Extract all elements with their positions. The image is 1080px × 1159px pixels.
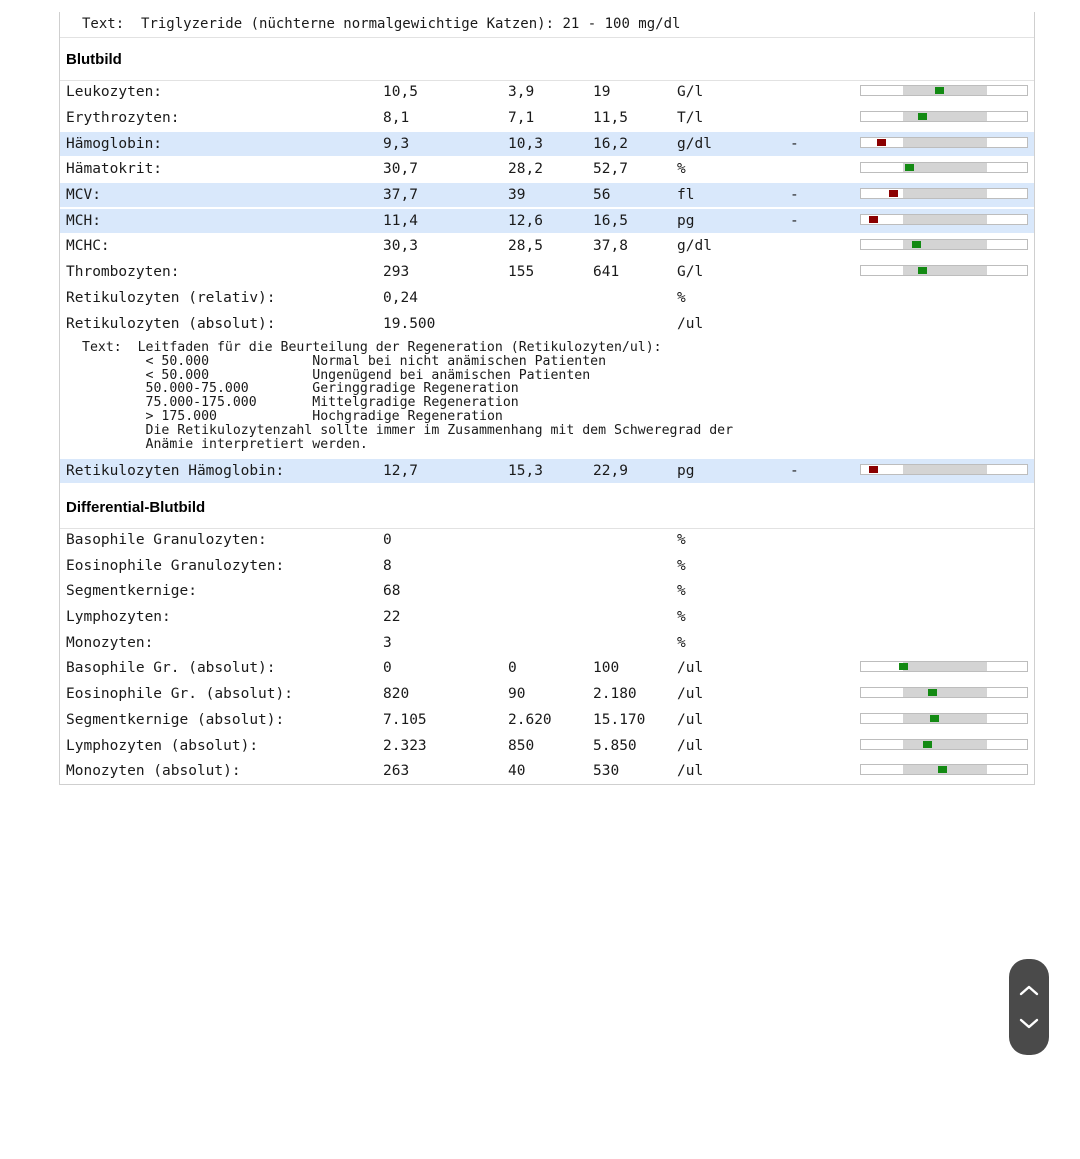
result-value: 0 <box>383 660 392 676</box>
triglyceride-note <box>82 14 680 36</box>
parameter-name: Eosinophile Granulozyten: <box>66 558 285 574</box>
note-lines <box>82 354 606 424</box>
reference-range-fill <box>903 688 987 697</box>
reference-max: 2.180 <box>593 686 637 702</box>
reference-range-bar <box>860 464 1028 475</box>
note-label: Text: <box>82 16 125 32</box>
result-marker <box>869 216 878 223</box>
parameter-name: Hämoglobin: <box>66 136 163 152</box>
unit: T/l <box>677 110 704 126</box>
reference-max: 641 <box>593 264 620 280</box>
parameter-name: Thrombozyten: <box>66 264 180 280</box>
reference-range-bar <box>860 137 1028 148</box>
reference-range-fill <box>903 465 987 474</box>
table-row <box>60 631 1034 655</box>
result-marker <box>869 466 878 473</box>
reference-min: 40 <box>508 763 526 779</box>
parameter-name: Segmentkernige (absolut): <box>66 712 285 728</box>
section-title-blutbild: Blutbild <box>66 51 122 68</box>
reference-range-fill <box>903 266 987 275</box>
parameter-name: Eosinophile Gr. (absolut): <box>66 686 293 702</box>
reference-max: 52,7 <box>593 161 628 177</box>
deviation-flag: - <box>790 136 799 152</box>
reference-max: 16,2 <box>593 136 628 152</box>
result-value: 10,5 <box>383 84 418 100</box>
reference-range-bar <box>860 162 1028 173</box>
reference-max: 16,5 <box>593 213 628 229</box>
table-row <box>60 286 1034 310</box>
table-row <box>60 459 1034 483</box>
reference-range-bar <box>860 713 1028 724</box>
result-value: 0 <box>383 532 392 548</box>
unit: /ul <box>677 738 704 754</box>
table-row <box>60 132 1034 156</box>
unit: /ul <box>677 660 704 676</box>
parameter-name: Lymphozyten (absolut): <box>66 738 259 754</box>
guide-description: Hochgradige Regeneration <box>312 408 503 424</box>
unit: pg <box>677 463 695 479</box>
reference-max: 56 <box>593 187 611 203</box>
result-value: 11,4 <box>383 213 418 229</box>
reference-range-fill <box>903 138 987 147</box>
guide-range: 75.000-175.000 <box>145 395 257 411</box>
parameter-name: Leukozyten: <box>66 84 163 100</box>
reference-max: 530 <box>593 763 620 779</box>
guide-line <box>82 354 606 369</box>
deviation-flag: - <box>790 213 799 229</box>
result-value: 37,7 <box>383 187 418 203</box>
result-value: 9,3 <box>383 136 410 152</box>
parameter-name: Monozyten: <box>66 635 154 651</box>
reference-min: 0 <box>508 660 517 676</box>
unit: % <box>677 635 686 651</box>
table-row <box>60 234 1034 258</box>
table-row <box>60 708 1034 732</box>
reference-max: 5.850 <box>593 738 637 754</box>
result-marker <box>877 139 886 146</box>
reference-range-bar <box>860 239 1028 250</box>
parameter-name: Retikulozyten (absolut): <box>66 316 276 332</box>
guide-range: 50.000-75.000 <box>145 381 249 397</box>
reference-range-bar <box>860 687 1028 698</box>
result-marker <box>905 164 914 171</box>
result-value: 3 <box>383 635 392 651</box>
result-value: 820 <box>383 686 410 702</box>
guide-line <box>82 381 519 396</box>
table-row <box>60 554 1034 578</box>
unit: % <box>677 290 686 306</box>
result-value: 68 <box>383 583 401 599</box>
reference-min: 850 <box>508 738 535 754</box>
parameter-name: MCHC: <box>66 238 110 254</box>
result-marker <box>918 113 927 120</box>
parameter-name: Retikulozyten (relativ): <box>66 290 276 306</box>
reference-min: 3,9 <box>508 84 535 100</box>
unit: /ul <box>677 712 704 728</box>
unit: fl <box>677 187 695 203</box>
result-marker <box>889 190 898 197</box>
reference-min: 15,3 <box>508 463 543 479</box>
unit: % <box>677 532 686 548</box>
unit: G/l <box>677 264 704 280</box>
result-marker <box>930 715 939 722</box>
unit: % <box>677 583 686 599</box>
table-row <box>60 579 1034 603</box>
reference-min: 28,5 <box>508 238 543 254</box>
reference-min: 12,6 <box>508 213 543 229</box>
parameter-name: Retikulozyten Hämoglobin: <box>66 463 285 479</box>
reference-range-fill <box>903 86 987 95</box>
result-value: 2.323 <box>383 738 427 754</box>
unit: g/dl <box>677 136 712 152</box>
table-row <box>60 759 1034 783</box>
parameter-name: Segmentkernige: <box>66 583 197 599</box>
table-row <box>60 312 1034 336</box>
reference-range-bar <box>860 188 1028 199</box>
unit: % <box>677 558 686 574</box>
guide-description: Mittelgradige Regeneration <box>312 395 519 411</box>
guide-line <box>82 409 503 424</box>
parameter-name: Monozyten (absolut): <box>66 763 241 779</box>
reference-range-fill <box>903 740 987 749</box>
unit: G/l <box>677 84 704 100</box>
guide-line <box>82 368 590 383</box>
reference-range-bar <box>860 85 1028 96</box>
reference-range-bar <box>860 661 1028 672</box>
parameter-name: Erythrozyten: <box>66 110 180 126</box>
table-row <box>60 260 1034 284</box>
reference-range-bar <box>860 265 1028 276</box>
reference-min: 2.620 <box>508 712 552 728</box>
guide-range: < 50.000 <box>145 367 210 383</box>
reference-range-bar <box>860 214 1028 225</box>
section-title-differential: Differential-Blutbild <box>66 499 206 516</box>
reference-max: 100 <box>593 660 620 676</box>
reference-min: 28,2 <box>508 161 543 177</box>
result-value: 19.500 <box>383 316 436 332</box>
parameter-name: Hämatokrit: <box>66 161 163 177</box>
note-heading: Leitfaden für die Beurteilung der Regeneration (Retikulozyten/ul): <box>137 340 662 355</box>
result-marker <box>923 741 932 748</box>
reference-range-fill <box>903 163 987 172</box>
reference-min: 90 <box>508 686 526 702</box>
result-value: 22 <box>383 609 401 625</box>
result-marker <box>918 267 927 274</box>
unit: pg <box>677 213 695 229</box>
reference-range-fill <box>903 662 987 671</box>
table-row <box>60 605 1034 629</box>
note-text: Triglyzeride (nüchterne normalgewichtige Katzen): 21 - 100 mg/dl <box>141 16 681 32</box>
result-value: 30,3 <box>383 238 418 254</box>
reference-min: 39 <box>508 187 526 203</box>
parameter-name: Lymphozyten: <box>66 609 171 625</box>
result-value: 30,7 <box>383 161 418 177</box>
table-row <box>60 80 1034 104</box>
deviation-flag: - <box>790 187 799 203</box>
result-value: 263 <box>383 763 410 779</box>
table-row <box>60 734 1034 758</box>
guide-description: Normal bei nicht anämischen Patienten <box>312 353 607 369</box>
result-marker <box>928 689 937 696</box>
guide-description: Geringgradige Regeneration <box>312 381 519 397</box>
parameter-name: MCV: <box>66 187 101 203</box>
guide-description: Ungenügend bei anämischen Patienten <box>312 367 591 383</box>
result-value: 8 <box>383 558 392 574</box>
result-marker <box>899 663 908 670</box>
table-row <box>60 157 1034 181</box>
table-row <box>60 656 1034 680</box>
scroll-navigation <box>1009 959 1049 1055</box>
reference-max: 15.170 <box>593 712 646 728</box>
deviation-flag: - <box>790 463 799 479</box>
reference-range-fill <box>903 189 987 198</box>
scroll-down-button[interactable] <box>1009 1000 1049 1048</box>
result-marker <box>938 766 947 773</box>
chevron-down-icon <box>1019 1018 1039 1030</box>
reticulocyte-guide-note <box>82 341 982 451</box>
result-value: 0,24 <box>383 290 418 306</box>
unit: % <box>677 609 686 625</box>
reference-range-bar <box>860 764 1028 775</box>
reference-min: 7,1 <box>508 110 535 126</box>
note-footer-2: Anämie interpretiert werden. <box>145 436 368 452</box>
note-label: Text: <box>82 340 122 355</box>
unit: % <box>677 161 686 177</box>
divider <box>60 37 1034 38</box>
guide-range: > 175.000 <box>145 408 217 424</box>
unit: /ul <box>677 316 704 332</box>
guide-line <box>82 395 519 410</box>
lab-report <box>59 12 1035 785</box>
result-value: 7.105 <box>383 712 427 728</box>
parameter-name: Basophile Gr. (absolut): <box>66 660 276 676</box>
result-marker <box>912 241 921 248</box>
reference-range-fill <box>903 112 987 121</box>
reference-min: 155 <box>508 264 535 280</box>
unit: g/dl <box>677 238 712 254</box>
table-row <box>60 106 1034 130</box>
reference-range-bar <box>860 111 1028 122</box>
guide-range: < 50.000 <box>145 353 210 369</box>
reference-min: 10,3 <box>508 136 543 152</box>
result-value: 12,7 <box>383 463 418 479</box>
reference-max: 11,5 <box>593 110 628 126</box>
result-value: 293 <box>383 264 410 280</box>
table-row <box>60 183 1034 207</box>
table-row <box>60 528 1034 552</box>
note-footer-1: Die Retikulozytenzahl sollte immer im Zusammenhang mit dem Schweregrad der <box>145 422 734 438</box>
reference-max: 37,8 <box>593 238 628 254</box>
table-row <box>60 209 1034 233</box>
result-marker <box>935 87 944 94</box>
reference-max: 22,9 <box>593 463 628 479</box>
table-row <box>60 682 1034 706</box>
reference-range-fill <box>903 215 987 224</box>
reference-range-fill <box>903 714 987 723</box>
parameter-name: Basophile Granulozyten: <box>66 532 267 548</box>
parameter-name: MCH: <box>66 213 101 229</box>
unit: /ul <box>677 763 704 779</box>
chevron-up-icon <box>1019 984 1039 996</box>
reference-max: 19 <box>593 84 611 100</box>
result-value: 8,1 <box>383 110 410 126</box>
unit: /ul <box>677 686 704 702</box>
reference-range-bar <box>860 739 1028 750</box>
